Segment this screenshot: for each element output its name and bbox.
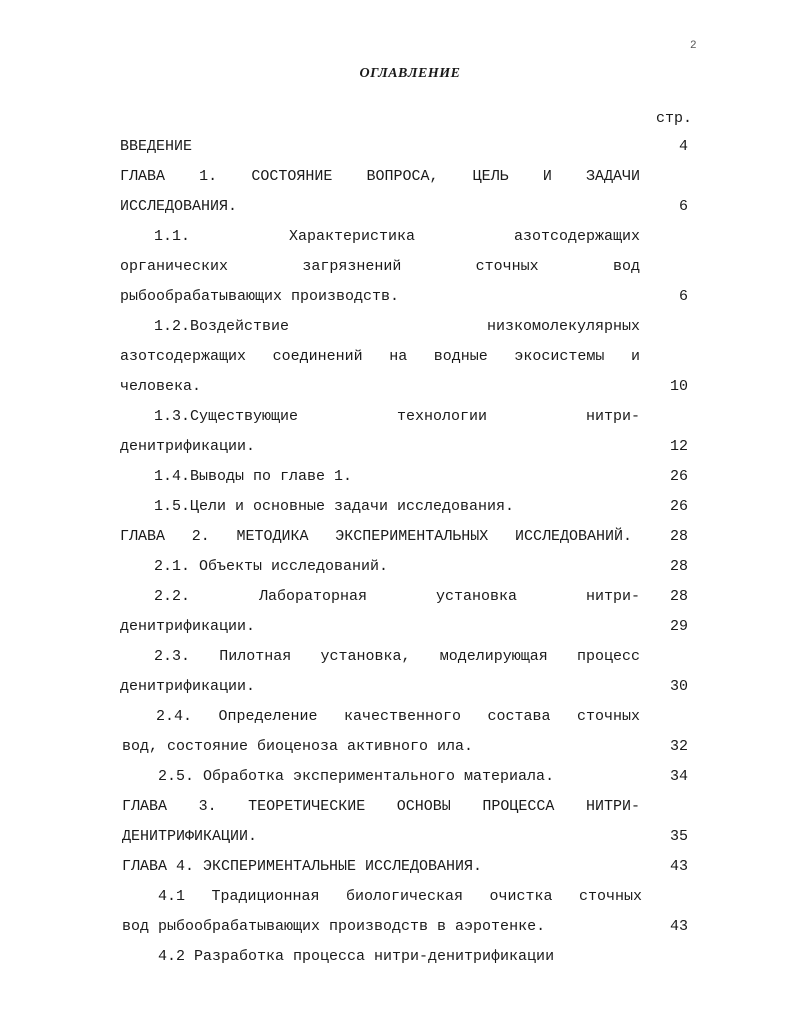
toc-entry: [0, 287, 795, 307]
toc-entry-text: ГЛАВА 2. МЕТОДИКА ЭКСПЕРИМЕНТАЛЬНЫХ ИССЛЕДОВАНИЙ.: [120, 528, 632, 545]
toc-entry-text: вод, состояние биоценоза активного ила.: [122, 738, 474, 755]
toc-entry: [0, 887, 795, 907]
toc-entry-text: 2.4. Определение качественного состава сточных: [156, 708, 640, 725]
toc-entry-text: ВВЕДЕНИЕ: [120, 138, 193, 155]
toc-entry-text: 1.3.Существующие технологии нитри-: [154, 408, 640, 425]
toc-entry-text: денитрификации.: [120, 618, 256, 635]
toc-entry-text: 1.5.Цели и основные задачи исследования.: [154, 498, 515, 515]
toc-entry-page: 35: [669, 828, 688, 845]
toc-entry-page: 12: [669, 438, 688, 455]
toc-entry: [0, 797, 795, 817]
toc-entry-page: 43: [669, 918, 688, 935]
toc-entry: [0, 137, 795, 157]
toc-entry: [0, 917, 795, 937]
toc-entry-page: 30: [669, 678, 688, 695]
toc-entry: [0, 407, 795, 427]
toc-entry-text: 2.1. Объекты исследований.: [154, 558, 389, 575]
toc-entry: [0, 437, 795, 457]
toc-entry-page: 6: [678, 198, 688, 215]
toc-entry-page: 29: [669, 618, 688, 635]
toc-entry-page: 28: [669, 558, 688, 575]
toc-entry: [0, 857, 795, 877]
page-column-label: стр.: [656, 110, 693, 127]
toc-entry-page: 26: [669, 468, 688, 485]
toc-entry-text: вод рыбообрабатывающих производств в аэротенке.: [122, 918, 546, 935]
toc-entry: [0, 377, 795, 397]
toc-entry-text: органических загрязнений сточных вод: [120, 258, 640, 275]
toc-entry-text: 2.3. Пилотная установка, моделирующая процесс: [154, 648, 640, 665]
toc-entry: [0, 467, 795, 487]
toc-entry: [0, 347, 795, 367]
toc-entry-page: 43: [669, 858, 688, 875]
toc-entry: [0, 257, 795, 277]
toc-entry: [0, 767, 795, 787]
toc-entry: [0, 557, 795, 577]
toc-entry: [0, 947, 795, 967]
toc-entry-page: 4: [678, 138, 688, 155]
toc-title: ОГЛАВЛЕНИЕ: [359, 66, 461, 81]
toc-entry-text: 1.1. Характеристика азотсодержащих: [154, 228, 640, 245]
toc-entry-text: ГЛАВА 1. СОСТОЯНИЕ ВОПРОСА, ЦЕЛЬ И ЗАДАЧИ: [120, 168, 640, 185]
toc-entry-text: ГЛАВА 3. ТЕОРЕТИЧЕСКИЕ ОСНОВЫ ПРОЦЕССА НИТРИ-: [122, 798, 640, 815]
toc-entry-page: 28: [669, 528, 688, 545]
toc-entry-text: 2.2. Лабораторная установка нитри-: [154, 588, 640, 605]
toc-entry-page: 28: [669, 588, 688, 605]
toc-entry: [0, 497, 795, 517]
toc-entry-page: 10: [669, 378, 688, 395]
toc-entry: [0, 227, 795, 247]
toc-entry-text: 2.5. Обработка экспериментального материала.: [158, 768, 555, 785]
toc-entry: [0, 737, 795, 757]
toc-entry: [0, 317, 795, 337]
page-number: 2: [690, 40, 697, 52]
toc-entry: [0, 167, 795, 187]
toc-entry-text: денитрификации.: [120, 678, 256, 695]
toc-entry-text: денитрификации.: [120, 438, 256, 455]
toc-entry-text: ИССЛЕДОВАНИЯ.: [120, 198, 238, 215]
toc-entry: [0, 197, 795, 217]
toc-entry: [0, 587, 795, 607]
toc-entry-text: азотсодержащих соединений на водные экосистемы и: [120, 348, 640, 365]
toc-entry: [0, 707, 795, 727]
toc-entry: [0, 647, 795, 667]
toc-entry-text: рыбообрабатывающих производств.: [120, 288, 400, 305]
toc-entry-page: 32: [669, 738, 688, 755]
toc-entry-text: 4.2 Разработка процесса нитри-денитрификации: [158, 948, 555, 965]
toc-entry: [0, 677, 795, 697]
toc-entry-text: 1.2.Воздействие низкомолекулярных: [154, 318, 640, 335]
toc-entry: [0, 827, 795, 847]
toc-entry: [0, 617, 795, 637]
toc-entry-text: человека.: [120, 378, 202, 395]
toc-entry-text: ДЕНИТРИФИКАЦИИ.: [122, 828, 258, 845]
toc-entry-page: 26: [669, 498, 688, 515]
toc-entry-text: 1.4.Выводы по главе 1.: [154, 468, 353, 485]
toc-entry-page: 34: [669, 768, 688, 785]
toc-entry: [0, 527, 795, 547]
toc-entry-page: 6: [678, 288, 688, 305]
toc-entry-text: ГЛАВА 4. ЭКСПЕРИМЕНТАЛЬНЫЕ ИССЛЕДОВАНИЯ.: [122, 858, 483, 875]
toc-entry-text: 4.1 Традиционная биологическая очистка сточных: [158, 888, 642, 905]
